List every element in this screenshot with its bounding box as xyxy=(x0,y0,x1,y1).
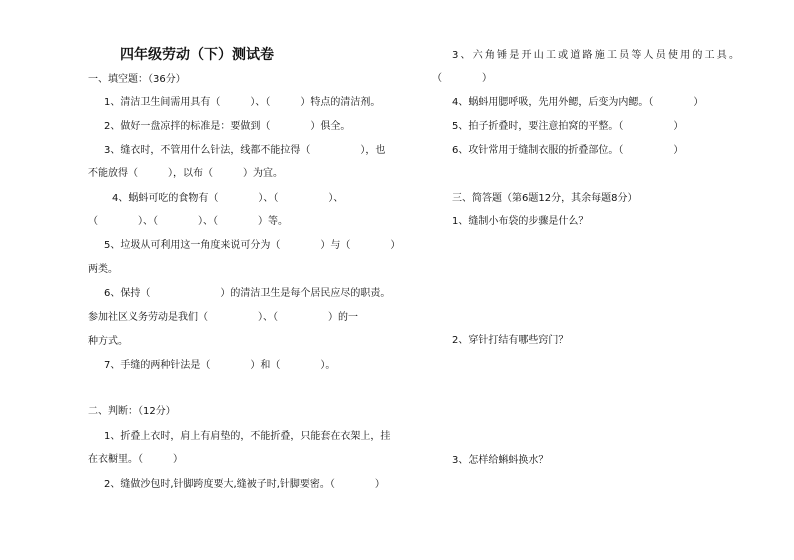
judge-question-5: 5、拍子折叠时，要注意拍窝的平整。（ ） xyxy=(452,121,684,132)
fill-question-5-line-2: 两类。 xyxy=(88,264,118,275)
judge-question-6: 6、攻针常用于缝制衣服的折叠部位。（ ） xyxy=(452,145,684,156)
judge-question-1-line-2: 在衣橱里。（ ） xyxy=(88,454,183,465)
fill-question-6-line-1: 6、保持（ ）的清洁卫生是每个居民应尽的职责。 xyxy=(104,288,391,299)
fill-question-6-line-2: 参加社区义务劳动是我们（ ）、（ ）的一 xyxy=(88,312,358,323)
fill-question-4-line-1: 4、蜗蚪可吃的食物有（ ）、（ ）、 xyxy=(112,193,344,204)
judge-question-3-line-1: 3、六角锤是开山工或道路施工员等人员使用的工具。 xyxy=(452,50,742,61)
judge-question-4: 4、蜗蚪用腮呼吸，先用外鳃，后变为内鳃。（ ） xyxy=(452,97,704,108)
judge-question-2: 2、缝做沙包时,针脚跨度要大,缝被子时,针脚要密。（ ） xyxy=(104,479,385,490)
section-fill-in-heading: 一、填空题：（36分） xyxy=(88,74,186,85)
fill-question-3-line-1: 3、缝衣时，不管用什么针法，线都不能拉得（ ），也 xyxy=(104,145,386,156)
page-title: 四年级劳动（下）测试卷 xyxy=(120,47,274,63)
section-judge-heading: 二、判断：（12分） xyxy=(88,406,176,417)
short-answer-question-3: 3、怎样给蝌蚪换水？ xyxy=(452,455,549,466)
judge-question-3-line-2: （ ） xyxy=(432,73,492,84)
fill-question-1: 1、清洁卫生间需用具有（ ）、（ ）特点的清洁剂。 xyxy=(104,97,381,108)
fill-question-3-line-2: 不能放得（ ），以布（ ）为宜。 xyxy=(88,168,283,179)
short-answer-question-1: 1、缝制小布袋的步骤是什么？ xyxy=(452,216,589,227)
fill-question-2: 2、做好一盘凉拌的标准是：要做到（ ）俱全。 xyxy=(104,121,351,132)
fill-question-7: 7、手缝的两种针法是（ ）和（ ）。 xyxy=(104,360,336,371)
fill-question-4-line-2: （ ）、（ ）、（ ）等。 xyxy=(88,216,288,227)
fill-question-6-line-3: 种方式。 xyxy=(88,336,128,347)
fill-question-5-line-1: 5、垃圾从可利用这一角度来说可分为（ ）与（ ） xyxy=(104,240,401,251)
section-short-answer-heading: 三、简答题（第6题12分，其余每题8分） xyxy=(452,193,638,204)
judge-question-1-line-1: 1、折叠上衣时，肩上有肩垫的，不能折叠，只能套在衣架上，挂 xyxy=(104,431,391,442)
short-answer-question-2: 2、穿针打结有哪些窍门？ xyxy=(452,335,569,346)
